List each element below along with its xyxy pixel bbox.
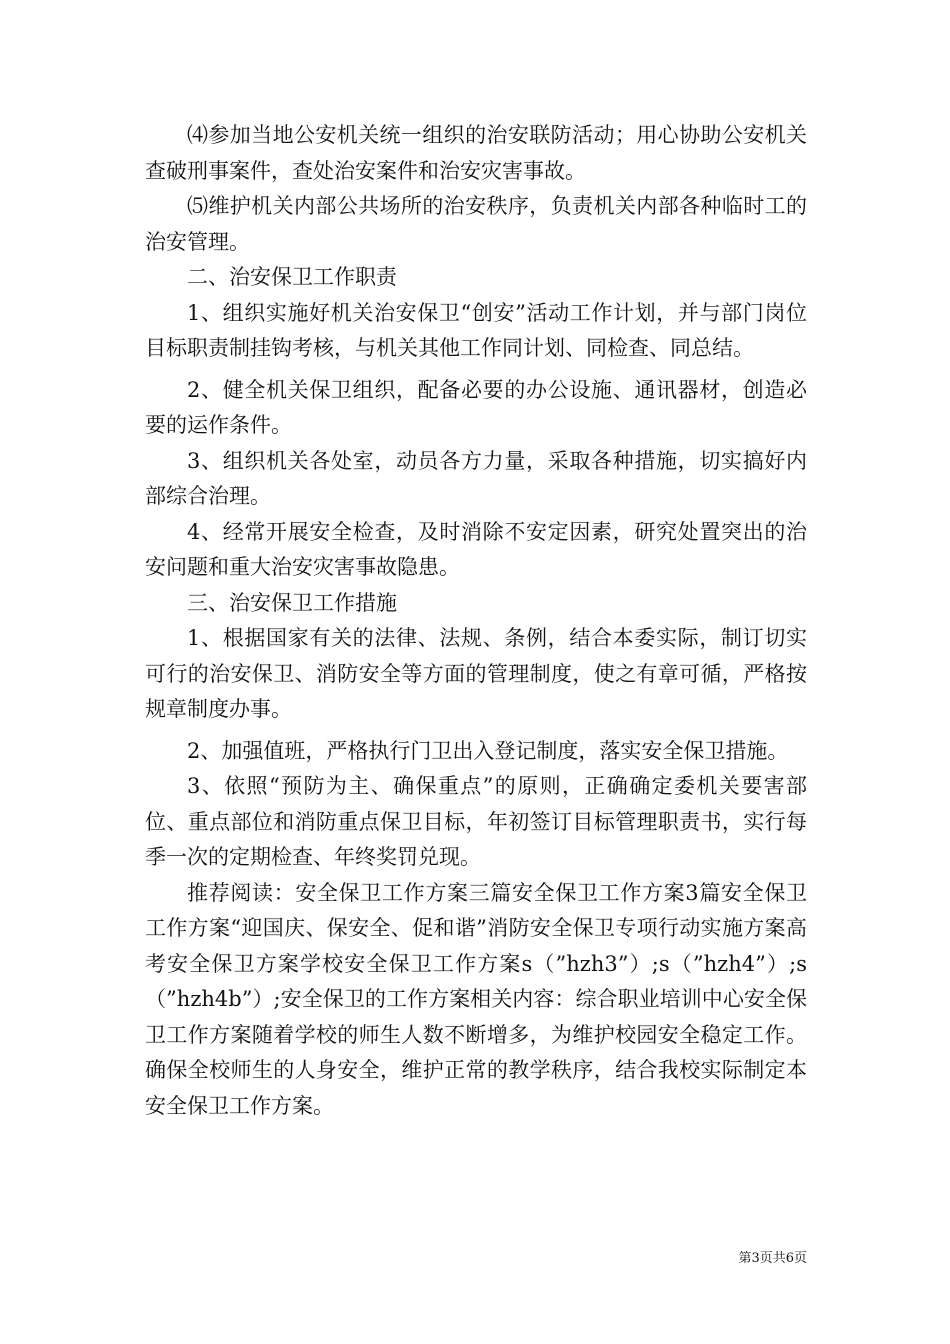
page-number-footer: 第3页共6页: [738, 1251, 807, 1266]
paragraph-measure-2: 2、加强值班，严格执行门卫出入登记制度，落实安全保卫措施。: [187, 738, 789, 763]
paragraph-measure-3: 3、依照“预防为主、确保重点”的原则，正确确定委机关要害部位、重点部位和消防重点保卫目标，年初签订目标管理职责书，实行每季一次的定期检查、年终奖罚兑现。: [145, 774, 807, 869]
paragraph-item-4: ⑷参加当地公安机关统一组织的治安联防活动；用心协助公安机关查破刑事案件，查处治安案件和治安灾害事故。: [145, 123, 807, 183]
document-body: [145, 118, 807, 1124]
paragraph-duty-1: 1、组织实施好机关治安保卫“创安”活动工作计划，并与部门岗位目标职责制挂钩考核，与机关其他工作同计划、同检查、同总结。: [145, 300, 807, 360]
paragraph-recommended-reading: 推荐阅读：安全保卫工作方案三篇安全保卫工作方案3篇安全保卫工作方案“迎国庆、保安全、促和谐”消防安全保卫专项行动实施方案高考安全保卫方案学校安全保卫工作方案s（”hzh3”）;s（”hzh4”）;s（”hzh4b”）;安全保卫的工作方案相关内容：综合职业培训中心安全保卫工作方案随着学校的师生人数不断增多，为维护校园安全稳定工作。确保全校师生的人身安全，维护正常的教学秩序，结合我校实际制定本安全保卫工作方案。: [145, 880, 807, 1118]
paragraph-item-5: ⑸维护机关内部公共场所的治安秩序，负责机关内部各种临时工的治安管理。: [145, 194, 807, 254]
section-heading-measures: 三、治安保卫工作措施: [187, 590, 397, 615]
section-heading-duties: 二、治安保卫工作职责: [187, 265, 397, 289]
paragraph-measure-1: 1、根据国家有关的法律、法规、条例，结合本委实际，制订切实可行的治安保卫、消防安全等方面的管理制度，使之有章可循，严格按规章制度办事。: [145, 626, 807, 721]
paragraph-duty-4: 4、经常开展安全检查，及时消除不安定因素，研究处置突出的治安问题和重大治安灾害事故隐患。: [145, 519, 807, 579]
paragraph-duty-2: 2、健全机关保卫组织，配备必要的办公设施、通讯器材，创造必要的运作条件。: [145, 377, 807, 437]
paragraph-duty-3: 3、组织机关各处室，动员各方力量，采取各种措施，切实搞好内部综合治理。: [145, 448, 807, 508]
